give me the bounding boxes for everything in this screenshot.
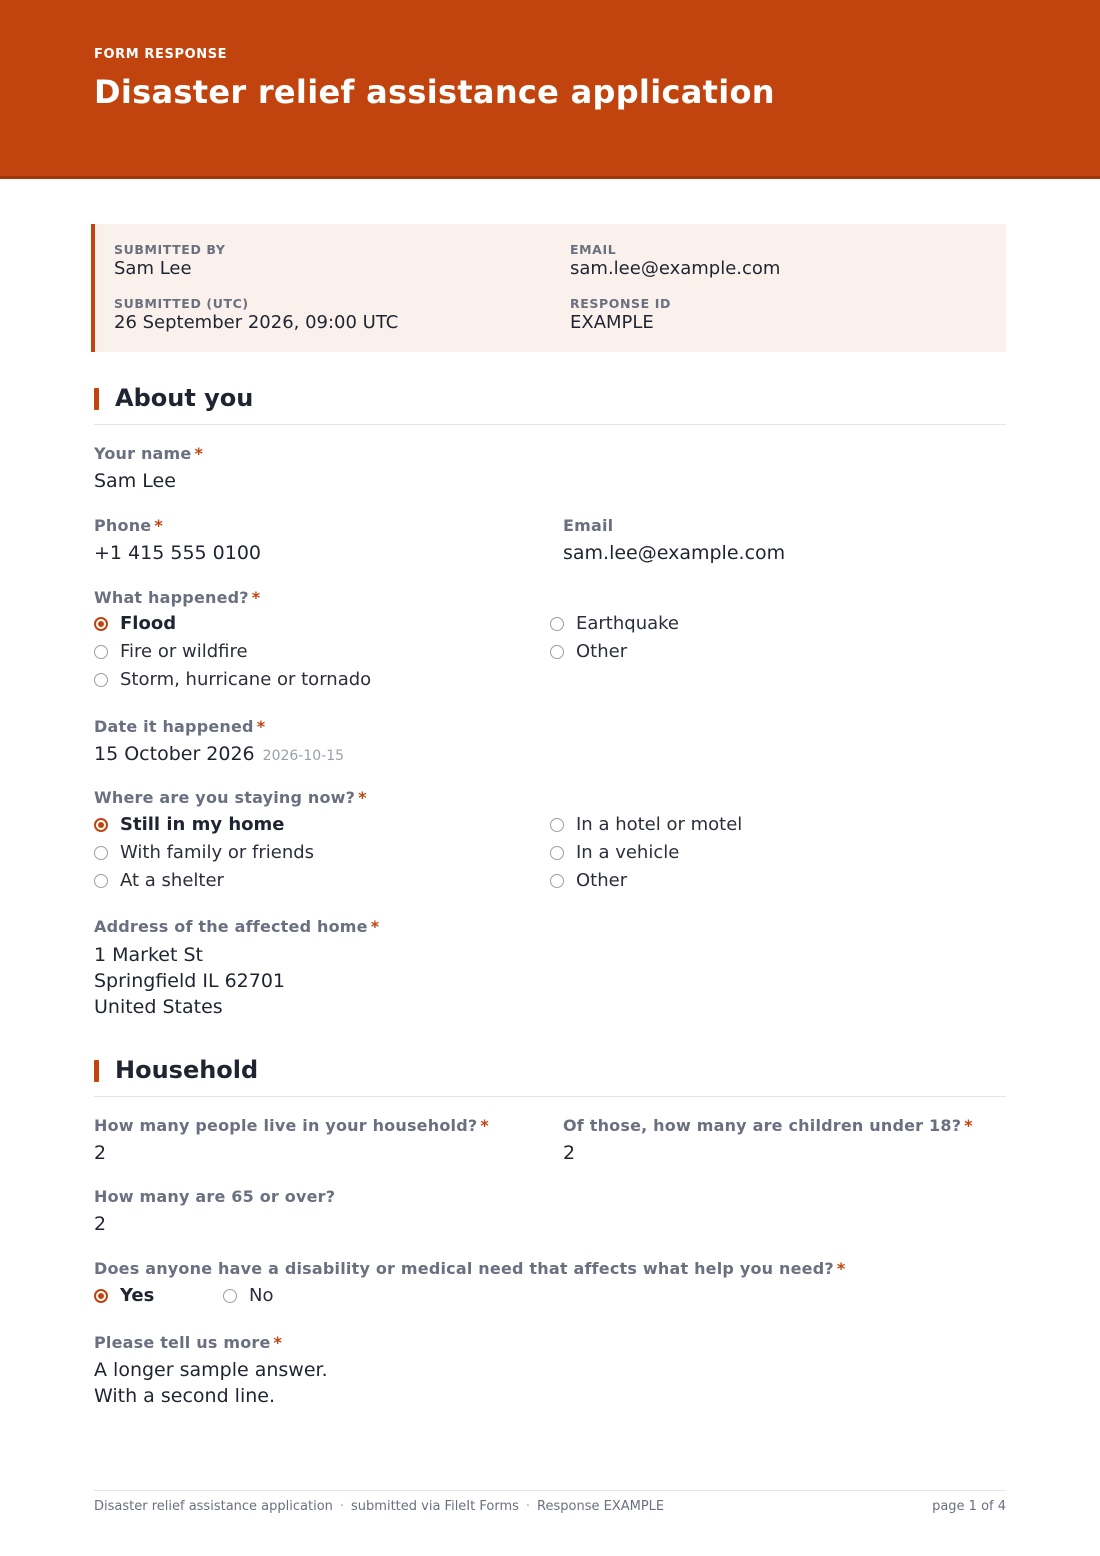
household-people-value: 2 bbox=[94, 1142, 107, 1164]
email-label: Email bbox=[563, 516, 614, 535]
section-accent-bar bbox=[94, 1060, 99, 1082]
children-label: Of those, how many are children under 18? * bbox=[563, 1116, 973, 1135]
footer-via: submitted via FileIt Forms bbox=[351, 1499, 519, 1514]
what-happened-label: What happened? * bbox=[94, 588, 261, 607]
radio-empty-icon bbox=[550, 645, 564, 659]
page-footer bbox=[94, 1490, 1006, 1523]
footer-response: Response EXAMPLE bbox=[537, 1499, 665, 1514]
section-title-household: Household bbox=[115, 1056, 259, 1084]
address-value: 1 Market St Springfield IL 62701 United States bbox=[94, 944, 286, 1018]
date-value: 15 October 2026 2026-10-15 bbox=[94, 743, 345, 765]
response-id-label: RESPONSE ID bbox=[570, 296, 671, 311]
household-people-label: How many people live in your household? * bbox=[94, 1116, 489, 1135]
radio-empty-icon bbox=[94, 846, 108, 860]
required-marker: * bbox=[154, 516, 163, 535]
footer-page-number: page 1 of 4 bbox=[932, 1499, 1006, 1514]
seniors-value: 2 bbox=[94, 1213, 107, 1235]
meta-email-value: sam.lee@example.com bbox=[570, 258, 781, 279]
required-marker: * bbox=[480, 1116, 489, 1135]
footer-form-name: Disaster relief assistance application bbox=[94, 1499, 333, 1514]
disability-label: Does anyone have a disability or medical need that affects what help you need? * bbox=[94, 1259, 846, 1278]
radio-empty-icon bbox=[94, 645, 108, 659]
radio-empty-icon bbox=[550, 617, 564, 631]
response-id-value: EXAMPLE bbox=[570, 312, 654, 333]
radio-empty-icon bbox=[550, 846, 564, 860]
date-label: Date it happened * bbox=[94, 717, 266, 736]
required-marker: * bbox=[964, 1116, 973, 1135]
seniors-label: How many are 65 or over? bbox=[94, 1187, 336, 1206]
address-label: Address of the affected home * bbox=[94, 917, 380, 936]
tell-more-value: A longer sample answer. With a second line. bbox=[94, 1359, 328, 1407]
radio-selected-icon bbox=[94, 818, 108, 832]
name-label: Your name * bbox=[94, 444, 204, 463]
radio-empty-icon bbox=[94, 673, 108, 687]
radio-selected-icon bbox=[94, 617, 108, 631]
required-marker: * bbox=[273, 1333, 283, 1352]
radio-empty-icon bbox=[223, 1289, 237, 1303]
radio-empty-icon bbox=[550, 874, 564, 888]
page-header bbox=[0, 0, 1100, 179]
submitted-by-label: SUBMITTED BY bbox=[114, 242, 226, 257]
section-accent-bar bbox=[94, 388, 99, 410]
required-marker: * bbox=[370, 917, 380, 936]
section-household bbox=[94, 1056, 1006, 1097]
email-value: sam.lee@example.com bbox=[563, 542, 786, 564]
required-marker: * bbox=[194, 444, 204, 463]
required-marker: * bbox=[256, 717, 266, 736]
header-eyebrow: FORM RESPONSE bbox=[94, 47, 228, 62]
section-about-you bbox=[94, 384, 1006, 425]
staying-label: Where are you staying now? * bbox=[94, 788, 367, 807]
footer-info bbox=[94, 1499, 664, 1514]
required-marker: * bbox=[836, 1259, 846, 1278]
date-iso: 2026-10-15 bbox=[262, 748, 345, 764]
meta-email-label: EMAIL bbox=[570, 242, 617, 257]
submission-meta-box bbox=[91, 224, 1006, 352]
phone-label: Phone * bbox=[94, 516, 163, 535]
phone-value: +1 415 555 0100 bbox=[94, 542, 262, 564]
footer-separator: · bbox=[525, 1499, 531, 1514]
tell-more-label: Please tell us more * bbox=[94, 1333, 283, 1352]
radio-empty-icon bbox=[94, 874, 108, 888]
radio-selected-icon bbox=[94, 1289, 108, 1303]
page-title: Disaster relief assistance application bbox=[94, 73, 775, 111]
submitted-by-value: Sam Lee bbox=[114, 258, 192, 279]
footer-separator: · bbox=[339, 1499, 345, 1514]
required-marker: * bbox=[358, 788, 367, 807]
section-title-about: About you bbox=[115, 384, 254, 412]
submitted-utc-value: 26 September 2026, 09:00 UTC bbox=[114, 312, 399, 333]
radio-empty-icon bbox=[550, 818, 564, 832]
submitted-utc-label: SUBMITTED (UTC) bbox=[114, 296, 249, 311]
required-marker: * bbox=[251, 588, 261, 607]
children-value: 2 bbox=[563, 1142, 576, 1164]
name-value: Sam Lee bbox=[94, 470, 176, 492]
